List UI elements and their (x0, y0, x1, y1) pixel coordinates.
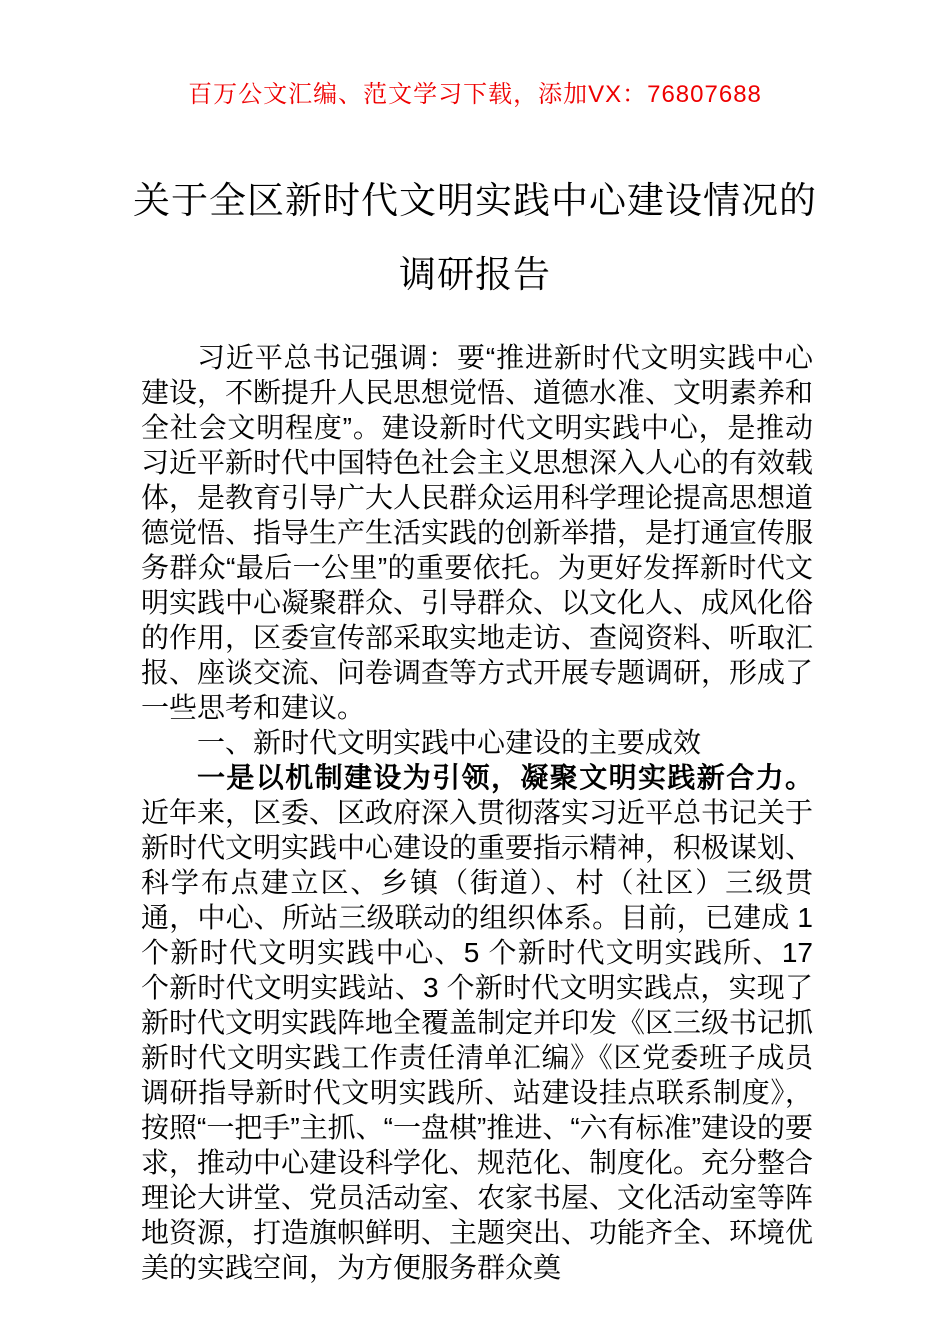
document-title (0, 164, 950, 312)
document-title-line2: 调研报告 (399, 254, 551, 295)
document-title-line1: 关于全区新时代文明实践中心建设情况的 (133, 180, 817, 221)
header-notice: 百万公文汇编、范文学习下载，添加VX：76807688 (188, 81, 762, 108)
paragraph-point1 (141, 760, 813, 1285)
document-body (141, 340, 813, 1285)
section-heading-1: 一、新时代文明实践中心建设的主要成效 (197, 727, 702, 758)
point1-body-text: 近年来，区委、区政府深入贯彻落实习近平总书记关于新时代文明实践中心建设的重要指示精神，积极谋划、科学布点建立区、乡镇（街道）、村（社区）三级贯通，中心、所站三级联动的组织体系。目前，已建成 1 个新时代文明实践中心、5 个新时代文明实践所、17 个新时代文明实践站、3 个新时代文明实践点，实现了新时代文明实践阵地全覆盖制定并印发《区三级书记抓新时代文明实践工作责任清单汇编》《区党委班子成员调研指导新时代文明实践所、站建设挂点联系制度》，按照“一把手”主抓、“一盘棋”推进、“六有标准”建设的要求，推动中心建设科学化、规范化、制度化。充分整合理论大讲堂、党员活动室、农家书屋、文化活动室等阵地资源，打造旗帜鲜明、主题突出、功能齐全、环境优美的实践空间，为方便服务群众奠 (141, 797, 814, 1283)
paragraph-intro: 习近平总书记强调：要“推进新时代文明实践中心建设，不断提升人民思想觉悟、道德水准、文明素养和全社会文明程度”。建设新时代文明实践中心，是推动习近平新时代中国特色社会主义思想深入人心的有效载体，是教育引导广大人民群众运用科学理论提高思想道德觉悟、指导生产生活实践的创新举措，是打通宣传服务群众“最后一公里”的重要依托。为更好发挥新时代文明实践中心凝聚群众、引导群众、以文化人、成风化俗的作用，区委宣传部采取实地走访、查阅资料、听取汇报、座谈交流、问卷调查等方式开展专题调研，形成了一些思考和建议。 (141, 342, 814, 723)
point1-lead-sentence: 一是以机制建设为引领，凝聚文明实践新合力。 (197, 762, 813, 793)
